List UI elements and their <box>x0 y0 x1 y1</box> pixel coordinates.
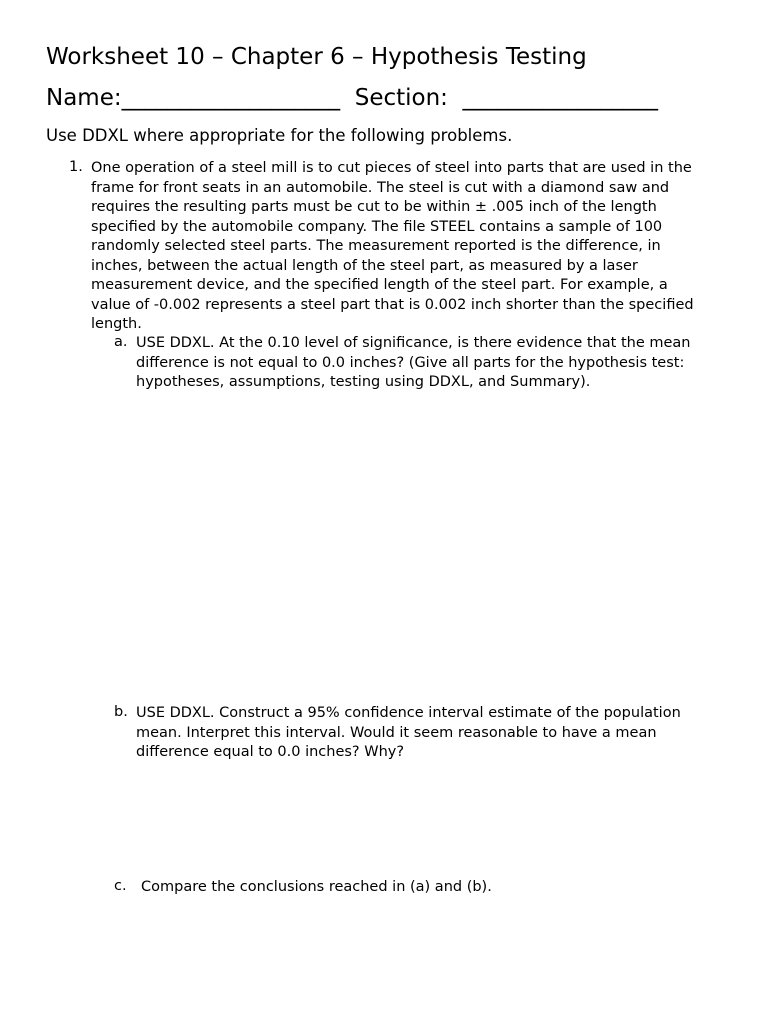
instructions: Use DDXL where appropriate for the following problems. <box>46 126 513 145</box>
part-a-text <box>136 334 690 393</box>
question-line: value of -0.002 represents a steel part that is 0.002 inch shorter than the specified <box>91 296 694 313</box>
question-line: randomly selected steel parts. The measurement reported is the difference, in <box>91 238 661 254</box>
question-line: requires the resulting parts must be cut to be within ± .005 inch of the length <box>91 199 657 215</box>
part-b-line: USE DDXL. Construct a 95% confidence interval estimate of the population <box>136 705 681 721</box>
question-text <box>91 159 731 335</box>
part-c-letter: c. <box>114 878 127 894</box>
part-c-line: Compare the conclusions reached in (a) and (b). <box>141 879 492 895</box>
name-section-line: Name:___________________ Section: _________________ <box>46 85 659 111</box>
part-b-line: mean. Interpret this interval. Would it seem reasonable to have a mean <box>136 724 657 741</box>
question-line: frame for front seats in an automobile. The steel is cut with a diamond saw and <box>91 179 670 196</box>
part-a-letter: a. <box>114 334 128 350</box>
question-line: One operation of a steel mill is to cut pieces of steel into parts that are used in the <box>91 160 692 176</box>
question-line: inches, between the actual length of the steel part, as measured by a laser <box>91 257 638 274</box>
part-b-line: difference equal to 0.0 inches? Why? <box>136 744 405 760</box>
question-number: 1. <box>69 159 83 175</box>
part-c-text <box>141 878 492 898</box>
part-a-line: hypotheses, assumptions, testing using DDXL, and Summary). <box>136 374 591 390</box>
part-b-letter: b. <box>114 704 128 720</box>
part-a-line: difference is not equal to 0.0 inches? (Give all parts for the hypothesis test: <box>136 354 685 371</box>
page-title: Worksheet 10 – Chapter 6 – Hypothesis Testing <box>46 44 587 70</box>
question-line: measurement device, and the specified length of the steel part. For example, a <box>91 277 668 293</box>
part-a-line: USE DDXL. At the 0.10 level of significance, is there evidence that the mean <box>136 335 691 351</box>
question-line: length. <box>91 316 142 332</box>
question-line: specified by the automobile company. The file STEEL contains a sample of 100 <box>91 218 663 235</box>
part-b-text <box>136 704 681 763</box>
